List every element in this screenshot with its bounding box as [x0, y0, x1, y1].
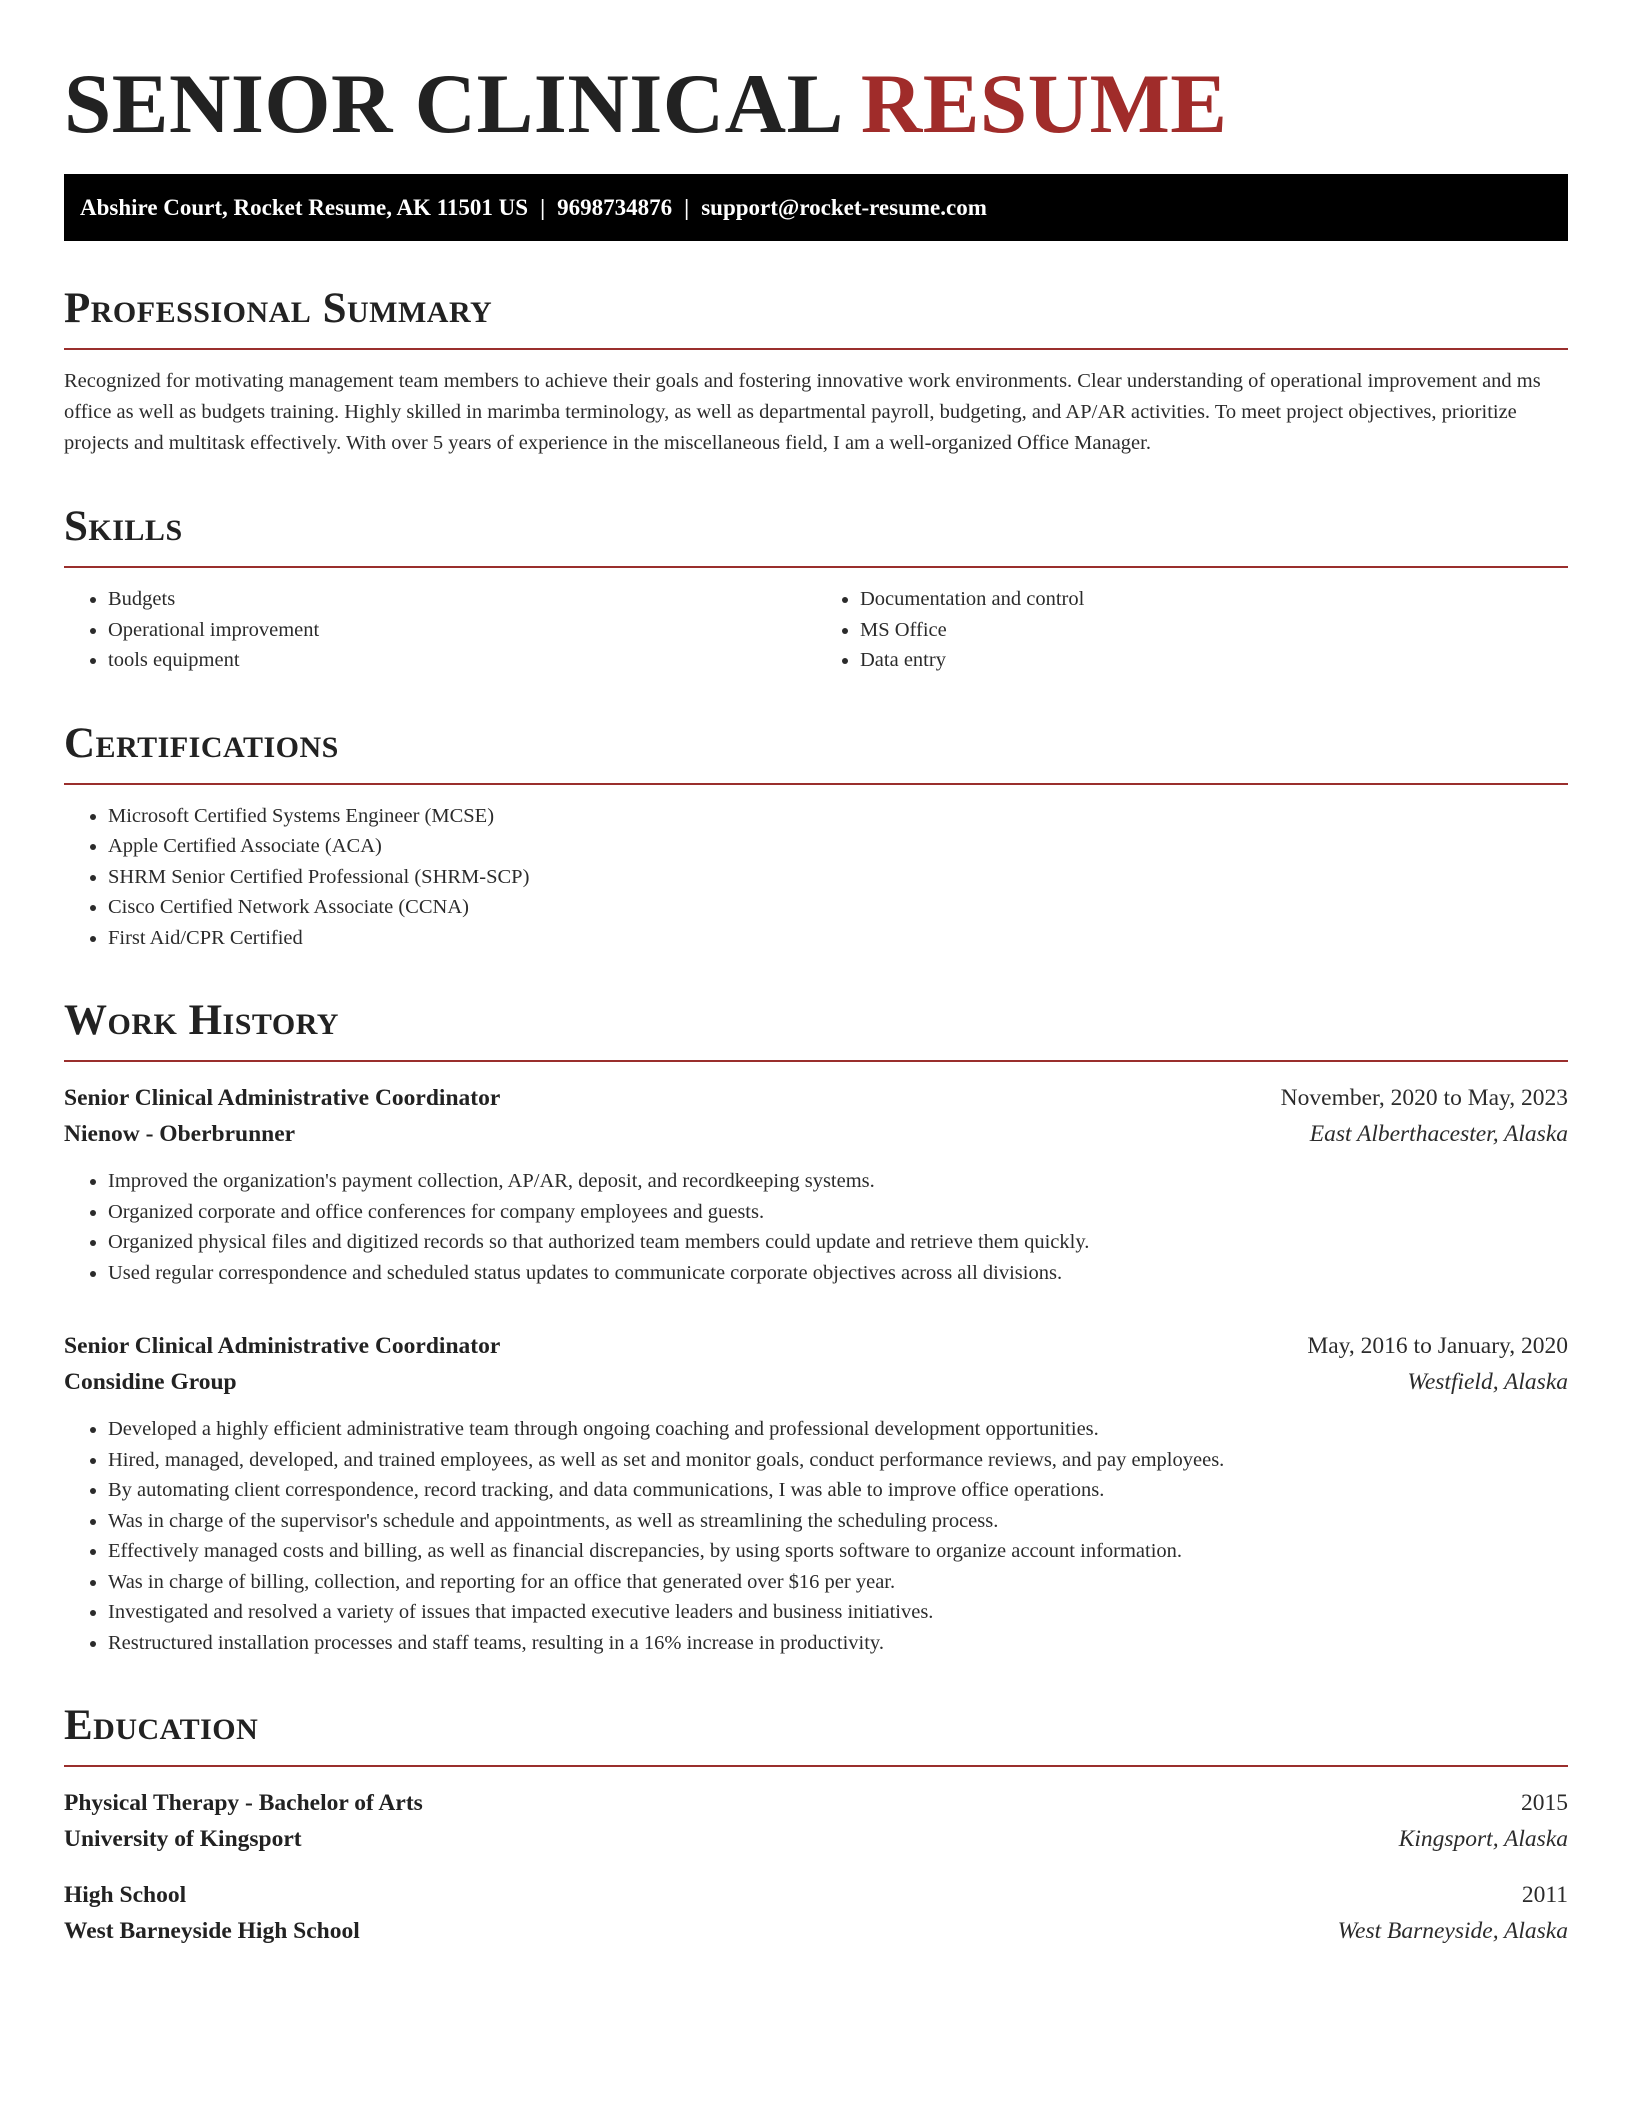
skill-item: • Documentation and control: [860, 584, 1568, 615]
education-degree: Physical Therapy - Bachelor of Arts: [64, 1790, 423, 1816]
work-history-section: [64, 998, 1568, 1658]
summary-heading: Professional Summary: [64, 286, 1568, 350]
contact-bar: [64, 174, 1568, 241]
summary-text: Recognized for motivating management team members to achieve their goals and fostering innovative work environments. Clear understanding of operational improvement and ms office as well as budgets training. Highly skilled in marimba terminology, as well as departmental payroll, budgeting, and AP/AR activities. To meet project objectives, prioritize projects and multitask effectively. With over 5 years of experience in the miscellaneous field, I am a well-organized Office Manager.: [64, 370, 1541, 454]
certification-item: • Microsoft Certified Systems Engineer (MCSE): [108, 801, 1568, 832]
job-company: Considine Group: [64, 1369, 237, 1395]
education-degree-row: [64, 1785, 1568, 1821]
job-location: Westfield, Alaska: [1407, 1369, 1568, 1395]
job-company: Nienow - Oberbrunner: [64, 1121, 296, 1147]
job-company-row: [64, 1116, 1568, 1152]
skills-grid: [64, 584, 1568, 676]
skill-item: • Budgets: [108, 584, 816, 615]
summary-section: [64, 286, 1568, 459]
job-entry: [64, 1328, 1568, 1658]
education-degree: High School: [64, 1882, 187, 1908]
skills-section: [64, 504, 1568, 676]
certifications-list: [64, 801, 1568, 954]
job-duty-item: • Was in charge of the supervisor's schedule and appointments, as well as streamlining the scheduling process.: [108, 1506, 1568, 1537]
job-duty-item: • Used regular correspondence and scheduled status updates to communicate corporate objectives across all divisions.: [108, 1258, 1568, 1289]
job-title-row: [64, 1328, 1568, 1364]
job-title: Senior Clinical Administrative Coordinator: [64, 1333, 501, 1359]
certifications-heading: Certifications: [64, 721, 1568, 785]
skill-item: • MS Office: [860, 615, 1568, 646]
job-title: Senior Clinical Administrative Coordinator: [64, 1085, 501, 1111]
contact-address: Abshire Court, Rocket Resume, AK 11501 US: [80, 195, 529, 220]
job-duty-item: • Developed a highly efficient administrative team through ongoing coaching and professional development opportunities.: [108, 1414, 1568, 1445]
job-duty-item: • By automating client correspondence, record tracking, and data communications, I was able to improve office operations.: [108, 1475, 1568, 1506]
job-duty-item: • Improved the organization's payment collection, AP/AR, deposit, and recordkeeping systems.: [108, 1166, 1568, 1197]
education-school-row: [64, 1821, 1568, 1857]
education-heading: Education: [64, 1703, 1568, 1767]
job-duty-item: • Restructured installation processes and staff teams, resulting in a 16% increase in productivity.: [108, 1628, 1568, 1659]
skills-list-right: [816, 584, 1568, 676]
certification-item: • Apple Certified Associate (ACA): [108, 831, 1568, 862]
job-duty-item: • Organized corporate and office conferences for company employees and guests.: [108, 1197, 1568, 1228]
job-title-row: [64, 1080, 1568, 1116]
job-company-row: [64, 1364, 1568, 1400]
skill-item: • tools equipment: [108, 645, 816, 676]
contact-phone: 9698734876: [557, 195, 673, 220]
contact-separator: |: [684, 195, 690, 220]
education-year: 2011: [1521, 1882, 1568, 1908]
education-location: West Barneyside, Alaska: [1337, 1918, 1568, 1944]
contact-separator: |: [540, 195, 546, 220]
work-history-heading: Work History: [64, 998, 1568, 1062]
job-duty-item: • Hired, managed, developed, and trained employees, as well as set and monitor goals, conduct performance reviews, and pay employees.: [108, 1445, 1568, 1476]
education-degree-row: [64, 1877, 1568, 1913]
education-year: 2015: [1521, 1790, 1568, 1816]
certification-item: • SHRM Senior Certified Professional (SHRM-SCP): [108, 862, 1568, 893]
certification-item: • Cisco Certified Network Associate (CCNA): [108, 892, 1568, 923]
title-accent: RESUME: [860, 57, 1228, 151]
skill-item: • Operational improvement: [108, 615, 816, 646]
job-entry: [64, 1080, 1568, 1288]
certifications-section: [64, 721, 1568, 954]
job-duty-item: • Organized physical files and digitized records so that authorized team members could update and retrieve them quickly.: [108, 1227, 1568, 1258]
education-entry: [64, 1785, 1568, 1857]
education-entry: [64, 1877, 1568, 1949]
education-location: Kingsport, Alaska: [1398, 1826, 1568, 1852]
job-duties: [64, 1414, 1568, 1658]
education-school: University of Kingsport: [64, 1826, 302, 1852]
job-location: East Alberthacester, Alaska: [1309, 1121, 1568, 1147]
job-duties: [64, 1166, 1568, 1288]
job-dates: November, 2020 to May, 2023: [1280, 1085, 1568, 1111]
title-main: SENIOR CLINICAL: [64, 57, 840, 151]
certification-item: • First Aid/CPR Certified: [108, 923, 1568, 954]
resume-title: [64, 58, 1568, 150]
skill-item: • Data entry: [860, 645, 1568, 676]
job-duty-item: • Investigated and resolved a variety of issues that impacted executive leaders and business initiatives.: [108, 1597, 1568, 1628]
job-duty-item: • Was in charge of billing, collection, and reporting for an office that generated over $16 per year.: [108, 1567, 1568, 1598]
contact-email: support@rocket-resume.com: [701, 195, 987, 220]
education-school: West Barneyside High School: [64, 1918, 360, 1944]
job-duty-item: • Effectively managed costs and billing, as well as financial discrepancies, by using sports software to organize account information.: [108, 1536, 1568, 1567]
education-school-row: [64, 1913, 1568, 1949]
education-section: [64, 1703, 1568, 1949]
job-dates: May, 2016 to January, 2020: [1307, 1333, 1568, 1359]
skills-heading: Skills: [64, 504, 1568, 568]
skills-list-left: [64, 584, 816, 676]
